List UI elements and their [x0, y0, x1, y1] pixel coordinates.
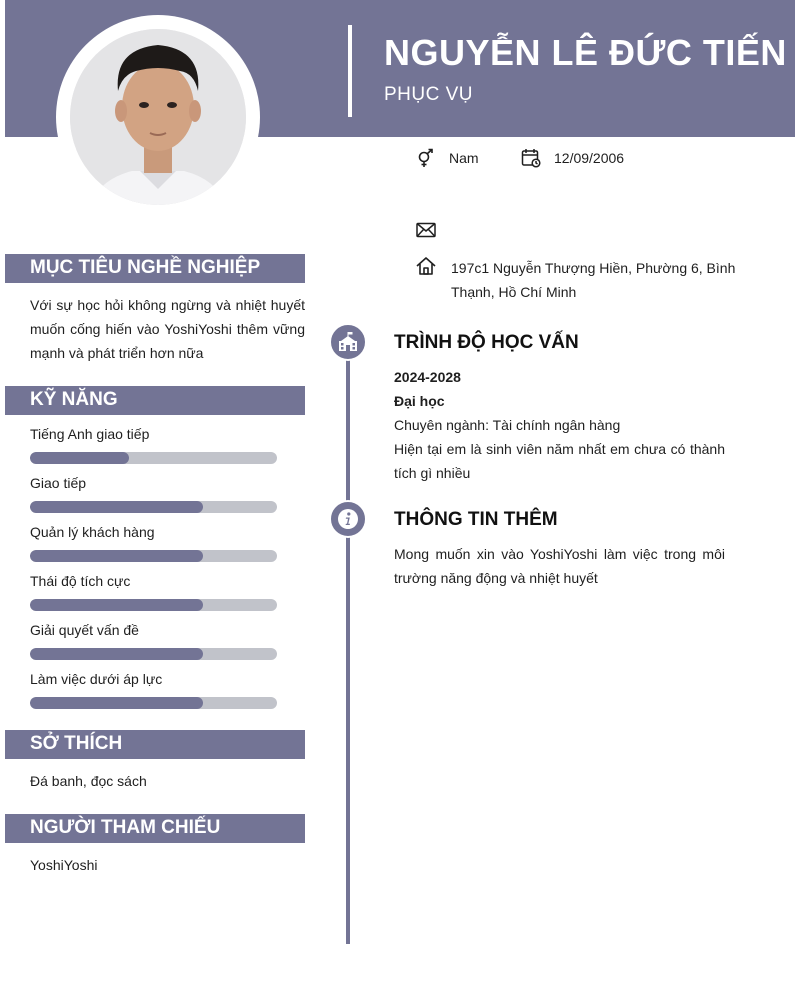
skill-bar-fill [30, 697, 203, 709]
calendar-icon [520, 147, 542, 169]
job-title: PHỤC VỤ [384, 84, 474, 105]
education-period: 2024-2028 [394, 369, 461, 385]
skill-bar [30, 452, 277, 464]
birth-date-row [520, 147, 624, 169]
gender-row [415, 147, 479, 169]
skill-bar-fill [30, 599, 203, 611]
references-heading: NGƯỜI THAM CHIẾU [5, 814, 305, 843]
mail-icon [415, 219, 437, 241]
education-heading: TRÌNH ĐỘ HỌC VẤN [394, 332, 579, 353]
skill-bar-fill [30, 452, 129, 464]
skill-bar-fill [30, 550, 203, 562]
school-icon [329, 323, 367, 361]
timeline-line [346, 340, 350, 944]
name-divider [348, 25, 352, 117]
education-school: Đại học [394, 393, 445, 409]
education-major: Chuyên ngành: Tài chính ngân hàng [394, 417, 621, 433]
objective-text: Với sự học hỏi không ngừng và nhiệt huyết muốn cống hiến vào YoshiYoshi thêm vững mạnh và phát triển hơn nữa [30, 297, 305, 361]
gender-icon [415, 147, 437, 169]
full-name: NGUYỄN LÊ ĐỨC TIẾN [384, 32, 787, 73]
references-text: YoshiYoshi [30, 857, 98, 873]
skill-bar-fill [30, 501, 203, 513]
info-icon [329, 500, 367, 538]
birth-date-value: 12/09/2006 [554, 150, 625, 166]
avatar [70, 29, 246, 205]
skill-bar-fill [30, 648, 203, 660]
skills-heading: KỸ NĂNG [5, 386, 305, 415]
gender-value: Nam [449, 150, 479, 166]
skill-label: Làm việc dưới áp lực [30, 671, 163, 687]
address-value: 197c1 Nguyễn Thượng Hiền, Phường 6, Bình Thạnh, Hồ Chí Minh [451, 260, 736, 300]
skill-label: Thái độ tích cực [30, 573, 131, 589]
email-row [415, 219, 449, 241]
home-icon [415, 255, 437, 277]
skill-bar [30, 697, 277, 709]
skill-label: Tiếng Anh giao tiếp [30, 426, 150, 442]
skill-label: Quản lý khách hàng [30, 524, 155, 540]
objective-heading: MỤC TIÊU NGHỀ NGHIỆP [5, 254, 305, 283]
skill-bar [30, 501, 277, 513]
skill-bar [30, 648, 277, 660]
skill-label: Giải quyết vấn đề [30, 622, 139, 638]
skill-label: Giao tiếp [30, 475, 87, 491]
education-description: Hiện tại em là sinh viên năm nhất em chưa có thành tích gì nhiều [394, 441, 725, 481]
hobbies-heading: SỞ THÍCH [5, 730, 305, 759]
additional-heading: THÔNG TIN THÊM [394, 509, 558, 530]
skill-bar [30, 599, 277, 611]
hobbies-text: Đá banh, đọc sách [30, 773, 147, 789]
skill-bar [30, 550, 277, 562]
home-row [415, 255, 449, 277]
additional-text: Mong muốn xin vào YoshiYoshi làm việc trong môi trường năng động và nhiệt huyết [394, 546, 725, 586]
